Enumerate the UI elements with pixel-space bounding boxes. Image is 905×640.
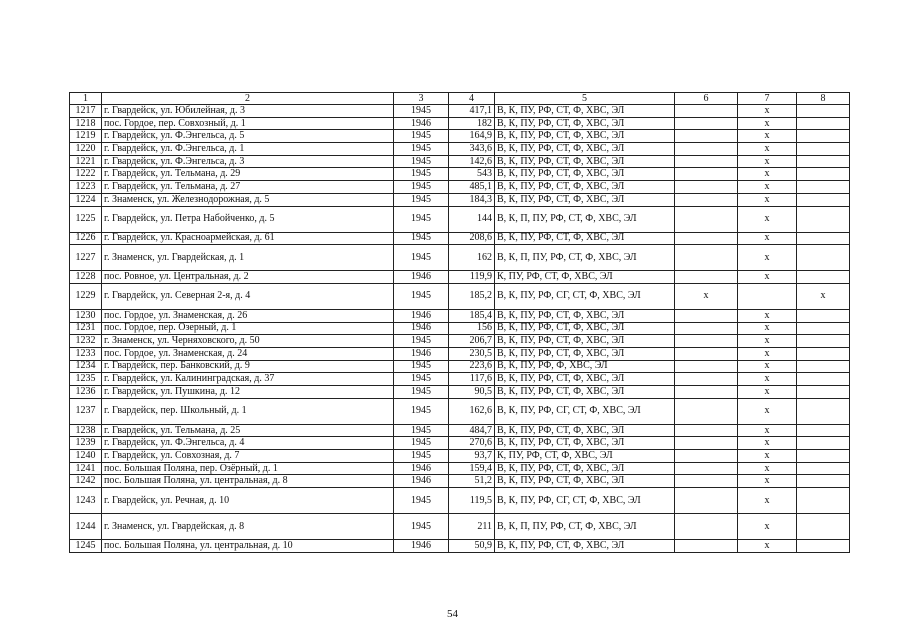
table-row — [70, 232, 850, 245]
column-8-cell — [797, 335, 850, 348]
column-6-cell — [675, 168, 738, 181]
table-row — [70, 168, 850, 181]
year-cell: 1945 — [394, 373, 449, 386]
column-6-cell — [675, 193, 738, 206]
area-cell: 270,6 — [449, 437, 495, 450]
row-number: 1219 — [70, 130, 102, 143]
column-6-cell — [675, 424, 738, 437]
table-row — [70, 450, 850, 463]
column-7-cell: х — [738, 462, 797, 475]
table-row — [70, 271, 850, 284]
row-number: 1225 — [70, 206, 102, 232]
area-cell: 185,2 — [449, 283, 495, 309]
column-header: 6 — [675, 93, 738, 105]
column-8-cell — [797, 168, 850, 181]
table-row — [70, 143, 850, 156]
column-8-cell — [797, 232, 850, 245]
column-7-cell: х — [738, 347, 797, 360]
page-number: 54 — [447, 608, 458, 620]
area-cell: 417,1 — [449, 105, 495, 118]
row-number: 1222 — [70, 168, 102, 181]
column-7-cell: х — [738, 168, 797, 181]
table-row — [70, 398, 850, 424]
column-8-cell — [797, 462, 850, 475]
codes-cell: В, К, П, ПУ, РФ, СТ, Ф, ХВС, ЭЛ — [495, 514, 675, 540]
column-8-cell — [797, 105, 850, 118]
column-7-cell: х — [738, 398, 797, 424]
address-cell: г. Знаменск, ул. Гвардейская, д. 8 — [102, 514, 394, 540]
year-cell: 1946 — [394, 540, 449, 553]
table-row — [70, 193, 850, 206]
year-cell: 1946 — [394, 347, 449, 360]
codes-cell: В, К, ПУ, РФ, СТ, Ф, ХВС, ЭЛ — [495, 117, 675, 130]
table-row — [70, 373, 850, 386]
table-row — [70, 540, 850, 553]
year-cell: 1946 — [394, 309, 449, 322]
column-6-cell — [675, 105, 738, 118]
table-row — [70, 117, 850, 130]
row-number: 1220 — [70, 143, 102, 156]
year-cell: 1945 — [394, 245, 449, 271]
area-cell: 543 — [449, 168, 495, 181]
codes-cell: В, К, ПУ, РФ, СТ, Ф, ХВС, ЭЛ — [495, 322, 675, 335]
row-number: 1242 — [70, 475, 102, 488]
table-row — [70, 181, 850, 194]
column-6-cell — [675, 245, 738, 271]
codes-cell: В, К, П, ПУ, РФ, СТ, Ф, ХВС, ЭЛ — [495, 206, 675, 232]
column-7-cell: х — [738, 232, 797, 245]
row-number: 1233 — [70, 347, 102, 360]
codes-cell: В, К, ПУ, РФ, Ф, ХВС, ЭЛ — [495, 360, 675, 373]
codes-cell: В, К, ПУ, РФ, СТ, Ф, ХВС, ЭЛ — [495, 168, 675, 181]
codes-cell: В, К, ПУ, РФ, СТ, Ф, ХВС, ЭЛ — [495, 462, 675, 475]
row-number: 1227 — [70, 245, 102, 271]
codes-cell: В, К, ПУ, РФ, СТ, Ф, ХВС, ЭЛ — [495, 155, 675, 168]
row-number: 1234 — [70, 360, 102, 373]
table-row — [70, 130, 850, 143]
column-8-cell — [797, 475, 850, 488]
area-cell: 93,7 — [449, 450, 495, 463]
year-cell: 1946 — [394, 475, 449, 488]
row-number: 1237 — [70, 398, 102, 424]
table-row — [70, 283, 850, 309]
table-row — [70, 322, 850, 335]
codes-cell: К, ПУ, РФ, СТ, Ф, ХВС, ЭЛ — [495, 271, 675, 284]
table-row — [70, 309, 850, 322]
column-6-cell — [675, 322, 738, 335]
column-8-cell — [797, 437, 850, 450]
column-8-cell — [797, 271, 850, 284]
row-number: 1230 — [70, 309, 102, 322]
area-cell: 485,1 — [449, 181, 495, 194]
area-cell: 206,7 — [449, 335, 495, 348]
column-8-cell — [797, 309, 850, 322]
column-6-cell — [675, 540, 738, 553]
table-row — [70, 335, 850, 348]
column-6-cell — [675, 437, 738, 450]
codes-cell: В, К, ПУ, РФ, СТ, Ф, ХВС, ЭЛ — [495, 540, 675, 553]
table-row — [70, 488, 850, 514]
column-7-cell: х — [738, 117, 797, 130]
column-8-cell — [797, 117, 850, 130]
area-cell: 343,6 — [449, 143, 495, 156]
register-table-body — [70, 93, 850, 553]
column-7-cell: х — [738, 437, 797, 450]
column-6-cell — [675, 488, 738, 514]
area-cell: 484,7 — [449, 424, 495, 437]
column-7-cell: х — [738, 143, 797, 156]
codes-cell: В, К, ПУ, РФ, СТ, Ф, ХВС, ЭЛ — [495, 437, 675, 450]
year-cell: 1945 — [394, 488, 449, 514]
area-cell: 184,3 — [449, 193, 495, 206]
year-cell: 1945 — [394, 168, 449, 181]
address-cell: г. Гвардейск, ул. Ф.Энгельса, д. 1 — [102, 143, 394, 156]
column-8-cell — [797, 193, 850, 206]
column-8-cell — [797, 424, 850, 437]
column-6-cell — [675, 181, 738, 194]
row-number: 1239 — [70, 437, 102, 450]
area-cell: 156 — [449, 322, 495, 335]
address-cell: пос. Большая Поляна, ул. центральная, д. 10 — [102, 540, 394, 553]
year-cell: 1945 — [394, 437, 449, 450]
area-cell: 50,9 — [449, 540, 495, 553]
area-cell: 144 — [449, 206, 495, 232]
address-cell: г. Гвардейск, ул. Ф.Энгельса, д. 3 — [102, 155, 394, 168]
column-6-cell — [675, 347, 738, 360]
year-cell: 1945 — [394, 155, 449, 168]
column-7-cell: х — [738, 309, 797, 322]
column-8-cell — [797, 245, 850, 271]
table-row — [70, 424, 850, 437]
column-7-cell: х — [738, 360, 797, 373]
area-cell: 162 — [449, 245, 495, 271]
address-cell: г. Гвардейск, ул. Пушкина, д. 12 — [102, 386, 394, 399]
row-number: 1226 — [70, 232, 102, 245]
column-7-cell: х — [738, 335, 797, 348]
column-6-cell — [675, 462, 738, 475]
row-number: 1229 — [70, 283, 102, 309]
column-6-cell — [675, 398, 738, 424]
column-header: 8 — [797, 93, 850, 105]
column-7-cell: х — [738, 540, 797, 553]
column-7-cell: х — [738, 271, 797, 284]
year-cell: 1945 — [394, 283, 449, 309]
column-7-cell: х — [738, 424, 797, 437]
address-cell: пос. Ровное, ул. Центральная, д. 2 — [102, 271, 394, 284]
column-8-cell — [797, 360, 850, 373]
column-7-cell: х — [738, 386, 797, 399]
codes-cell: В, К, ПУ, РФ, СТ, Ф, ХВС, ЭЛ — [495, 373, 675, 386]
area-cell: 142,6 — [449, 155, 495, 168]
address-cell: г. Знаменск, ул. Гвардейская, д. 1 — [102, 245, 394, 271]
column-7-cell: х — [738, 322, 797, 335]
area-cell: 208,6 — [449, 232, 495, 245]
area-cell: 185,4 — [449, 309, 495, 322]
year-cell: 1945 — [394, 105, 449, 118]
column-6-cell — [675, 130, 738, 143]
row-number: 1224 — [70, 193, 102, 206]
address-cell: пос. Гордое, ул. Знаменская, д. 24 — [102, 347, 394, 360]
address-cell: г. Гвардейск, ул. Юбилейная, д. 3 — [102, 105, 394, 118]
column-8-cell — [797, 488, 850, 514]
codes-cell: В, К, П, ПУ, РФ, СТ, Ф, ХВС, ЭЛ — [495, 245, 675, 271]
column-8-cell — [797, 450, 850, 463]
column-8-cell — [797, 206, 850, 232]
column-6-cell — [675, 373, 738, 386]
column-7-cell: х — [738, 245, 797, 271]
address-cell: пос. Гордое, ул. Знаменская, д. 26 — [102, 309, 394, 322]
row-number: 1223 — [70, 181, 102, 194]
column-header: 7 — [738, 93, 797, 105]
year-cell: 1946 — [394, 322, 449, 335]
address-cell: г. Гвардейск, ул. Красноармейская, д. 61 — [102, 232, 394, 245]
area-cell: 90,5 — [449, 386, 495, 399]
column-8-cell — [797, 347, 850, 360]
year-cell: 1945 — [394, 181, 449, 194]
year-cell: 1945 — [394, 206, 449, 232]
row-number: 1231 — [70, 322, 102, 335]
address-cell: г. Гвардейск, ул. Тельмана, д. 29 — [102, 168, 394, 181]
column-6-cell — [675, 309, 738, 322]
address-cell: г. Гвардейск, ул. Речная, д. 10 — [102, 488, 394, 514]
column-6-cell — [675, 232, 738, 245]
area-cell: 119,9 — [449, 271, 495, 284]
codes-cell: В, К, ПУ, РФ, СТ, Ф, ХВС, ЭЛ — [495, 130, 675, 143]
table-row — [70, 105, 850, 118]
table-row — [70, 437, 850, 450]
area-cell: 119,5 — [449, 488, 495, 514]
address-cell: г. Гвардейск, ул. Тельмана, д. 25 — [102, 424, 394, 437]
column-7-cell: х — [738, 488, 797, 514]
row-number: 1236 — [70, 386, 102, 399]
column-8-cell — [797, 322, 850, 335]
column-7-cell — [738, 283, 797, 309]
column-8-cell — [797, 130, 850, 143]
address-cell: пос. Гордое, пер. Совхозный, д. 1 — [102, 117, 394, 130]
column-6-cell — [675, 386, 738, 399]
year-cell: 1945 — [394, 398, 449, 424]
address-cell: г. Гвардейск, пер. Банковский, д. 9 — [102, 360, 394, 373]
column-6-cell — [675, 450, 738, 463]
column-6-cell — [675, 271, 738, 284]
codes-cell: В, К, ПУ, РФ, СТ, Ф, ХВС, ЭЛ — [495, 335, 675, 348]
column-6-cell — [675, 475, 738, 488]
table-header-row — [70, 93, 850, 105]
area-cell: 117,6 — [449, 373, 495, 386]
address-cell: г. Гвардейск, ул. Калининградская, д. 37 — [102, 373, 394, 386]
table-row — [70, 462, 850, 475]
column-7-cell: х — [738, 206, 797, 232]
row-number: 1240 — [70, 450, 102, 463]
column-header: 2 — [102, 93, 394, 105]
year-cell: 1945 — [394, 386, 449, 399]
row-number: 1232 — [70, 335, 102, 348]
column-8-cell — [797, 143, 850, 156]
codes-cell: В, К, ПУ, РФ, СТ, Ф, ХВС, ЭЛ — [495, 475, 675, 488]
address-cell: г. Гвардейск, ул. Ф.Энгельса, д. 4 — [102, 437, 394, 450]
codes-cell: В, К, ПУ, РФ, СТ, Ф, ХВС, ЭЛ — [495, 386, 675, 399]
row-number: 1243 — [70, 488, 102, 514]
year-cell: 1946 — [394, 117, 449, 130]
column-7-cell: х — [738, 181, 797, 194]
area-cell: 159,4 — [449, 462, 495, 475]
column-7-cell: х — [738, 514, 797, 540]
column-8-cell — [797, 373, 850, 386]
codes-cell: В, К, ПУ, РФ, СТ, Ф, ХВС, ЭЛ — [495, 193, 675, 206]
codes-cell: В, К, ПУ, РФ, СТ, Ф, ХВС, ЭЛ — [495, 105, 675, 118]
area-cell: 182 — [449, 117, 495, 130]
year-cell: 1945 — [394, 424, 449, 437]
address-cell: пос. Большая Поляна, пер. Озёрный, д. 1 — [102, 462, 394, 475]
codes-cell: В, К, ПУ, РФ, СТ, Ф, ХВС, ЭЛ — [495, 232, 675, 245]
year-cell: 1946 — [394, 271, 449, 284]
year-cell: 1945 — [394, 360, 449, 373]
column-8-cell — [797, 540, 850, 553]
column-8-cell: х — [797, 283, 850, 309]
row-number: 1245 — [70, 540, 102, 553]
year-cell: 1945 — [394, 514, 449, 540]
address-cell: пос. Гордое, пер. Озерный, д. 1 — [102, 322, 394, 335]
column-7-cell: х — [738, 373, 797, 386]
year-cell: 1945 — [394, 232, 449, 245]
column-header: 1 — [70, 93, 102, 105]
year-cell: 1945 — [394, 130, 449, 143]
column-6-cell — [675, 143, 738, 156]
address-cell: г. Гвардейск, пер. Школьный, д. 1 — [102, 398, 394, 424]
row-number: 1217 — [70, 105, 102, 118]
area-cell: 211 — [449, 514, 495, 540]
area-cell: 51,2 — [449, 475, 495, 488]
column-header: 4 — [449, 93, 495, 105]
codes-cell: В, К, ПУ, РФ, СГ, СТ, Ф, ХВС, ЭЛ — [495, 398, 675, 424]
area-cell: 164,9 — [449, 130, 495, 143]
table-row — [70, 360, 850, 373]
table-row — [70, 155, 850, 168]
column-8-cell — [797, 155, 850, 168]
column-7-cell: х — [738, 155, 797, 168]
column-8-cell — [797, 398, 850, 424]
address-cell: г. Гвардейск, ул. Тельмана, д. 27 — [102, 181, 394, 194]
year-cell: 1946 — [394, 462, 449, 475]
column-6-cell — [675, 335, 738, 348]
codes-cell: В, К, ПУ, РФ, СТ, Ф, ХВС, ЭЛ — [495, 143, 675, 156]
column-6-cell — [675, 155, 738, 168]
row-number: 1244 — [70, 514, 102, 540]
codes-cell: К, ПУ, РФ, СТ, Ф, ХВС, ЭЛ — [495, 450, 675, 463]
column-6-cell — [675, 206, 738, 232]
column-6-cell — [675, 117, 738, 130]
row-number: 1228 — [70, 271, 102, 284]
column-6-cell: х — [675, 283, 738, 309]
column-7-cell: х — [738, 193, 797, 206]
row-number: 1241 — [70, 462, 102, 475]
table-row — [70, 347, 850, 360]
area-cell: 230,5 — [449, 347, 495, 360]
table-row — [70, 206, 850, 232]
codes-cell: В, К, ПУ, РФ, СГ, СТ, Ф, ХВС, ЭЛ — [495, 488, 675, 514]
table-row — [70, 475, 850, 488]
table-row — [70, 386, 850, 399]
row-number: 1238 — [70, 424, 102, 437]
column-header: 3 — [394, 93, 449, 105]
address-cell: г. Гвардейск, ул. Совхозная, д. 7 — [102, 450, 394, 463]
codes-cell: В, К, ПУ, РФ, СТ, Ф, ХВС, ЭЛ — [495, 424, 675, 437]
register-table — [69, 92, 850, 553]
column-6-cell — [675, 360, 738, 373]
codes-cell: В, К, ПУ, РФ, СТ, Ф, ХВС, ЭЛ — [495, 181, 675, 194]
codes-cell: В, К, ПУ, РФ, СТ, Ф, ХВС, ЭЛ — [495, 309, 675, 322]
column-8-cell — [797, 514, 850, 540]
year-cell: 1945 — [394, 193, 449, 206]
area-cell: 223,6 — [449, 360, 495, 373]
column-7-cell: х — [738, 105, 797, 118]
year-cell: 1945 — [394, 335, 449, 348]
row-number: 1221 — [70, 155, 102, 168]
address-cell: пос. Большая Поляна, ул. центральная, д. 8 — [102, 475, 394, 488]
codes-cell: В, К, ПУ, РФ, СГ, СТ, Ф, ХВС, ЭЛ — [495, 283, 675, 309]
address-cell: г. Гвардейск, ул. Ф.Энгельса, д. 5 — [102, 130, 394, 143]
column-8-cell — [797, 181, 850, 194]
column-7-cell: х — [738, 130, 797, 143]
column-6-cell — [675, 514, 738, 540]
table-row — [70, 514, 850, 540]
column-7-cell: х — [738, 450, 797, 463]
codes-cell: В, К, ПУ, РФ, СТ, Ф, ХВС, ЭЛ — [495, 347, 675, 360]
table-row — [70, 245, 850, 271]
address-cell: г. Знаменск, ул. Черняховского, д. 50 — [102, 335, 394, 348]
column-7-cell: х — [738, 475, 797, 488]
column-header: 5 — [495, 93, 675, 105]
row-number: 1235 — [70, 373, 102, 386]
row-number: 1218 — [70, 117, 102, 130]
area-cell: 162,6 — [449, 398, 495, 424]
address-cell: г. Знаменск, ул. Железнодорожная, д. 5 — [102, 193, 394, 206]
address-cell: г. Гвардейск, ул. Северная 2-я, д. 4 — [102, 283, 394, 309]
column-8-cell — [797, 386, 850, 399]
year-cell: 1945 — [394, 450, 449, 463]
year-cell: 1945 — [394, 143, 449, 156]
address-cell: г. Гвардейск, ул. Петра Набойченко, д. 5 — [102, 206, 394, 232]
